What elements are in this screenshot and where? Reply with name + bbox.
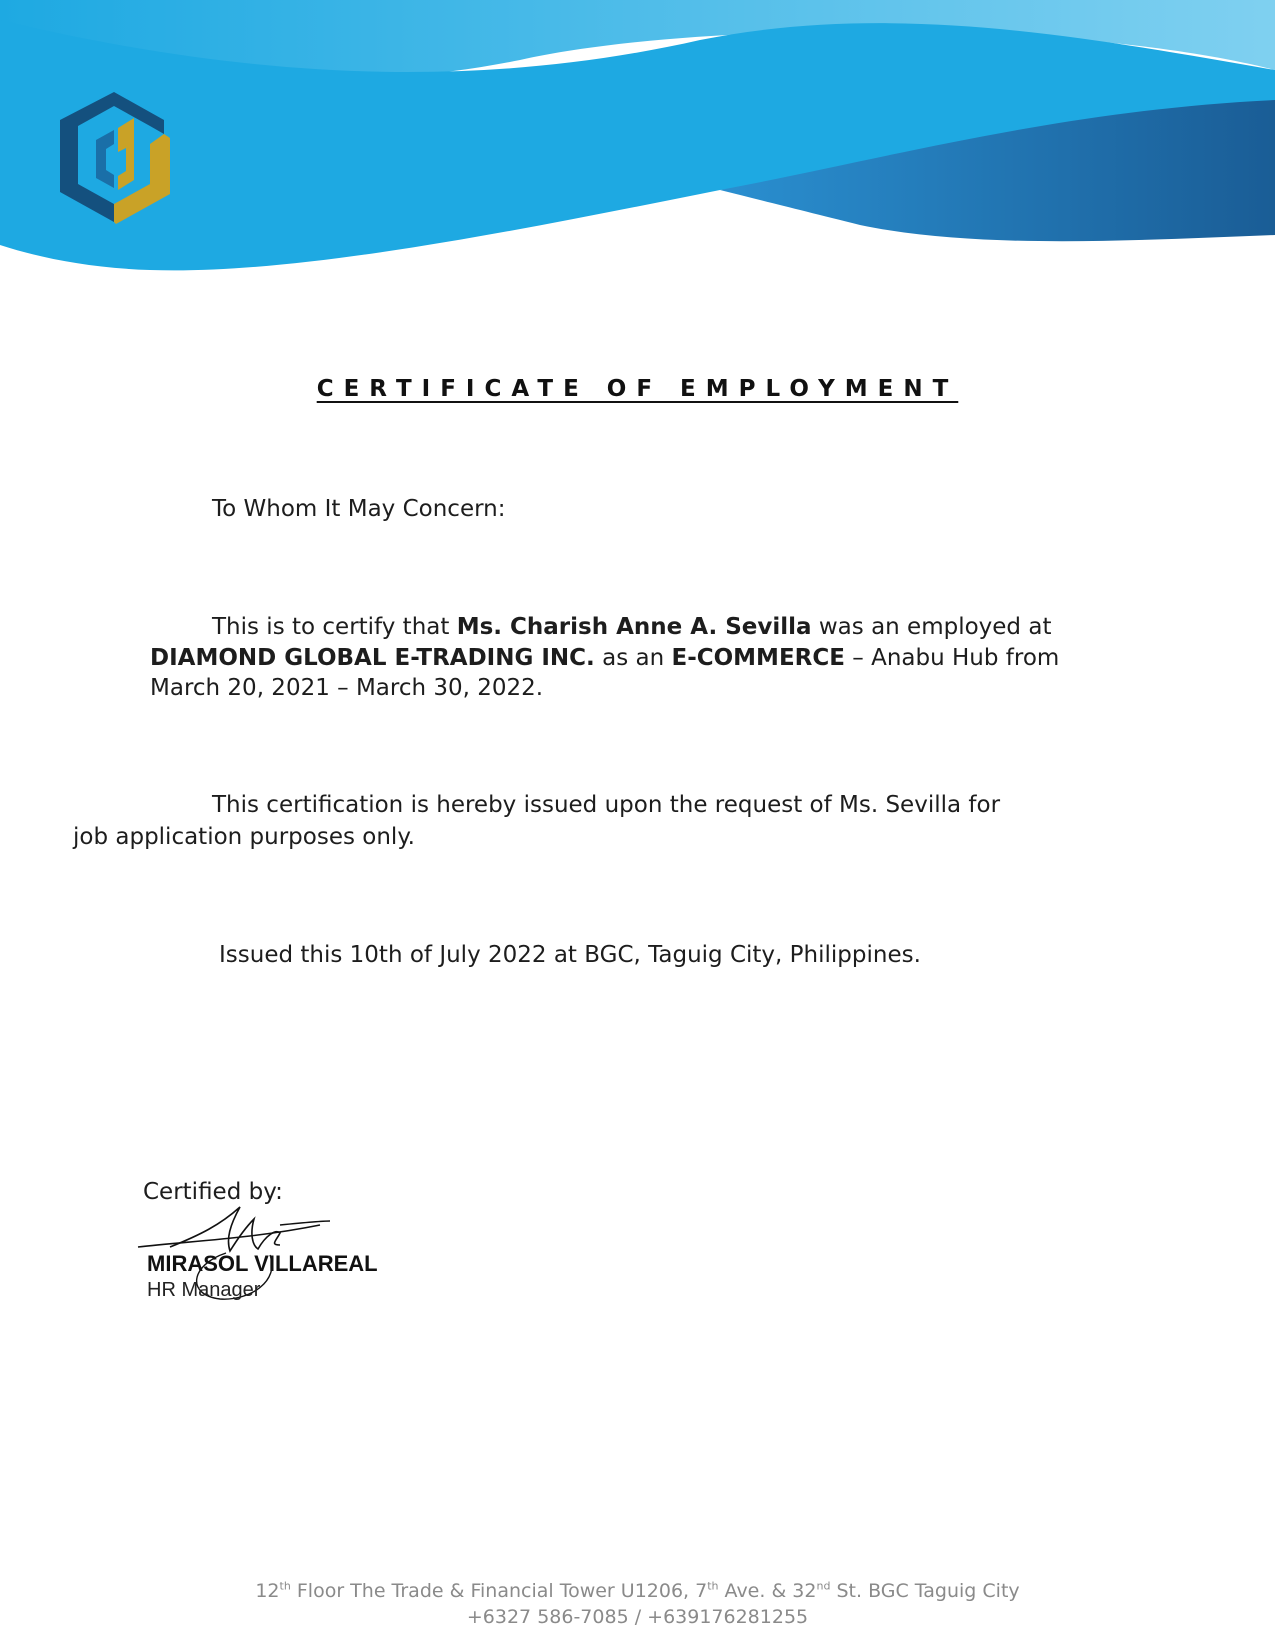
footer-phones: +6327 586-7085 / +639176281255 xyxy=(466,1606,809,1628)
as-an-text: as an xyxy=(594,645,672,671)
document-title: CERTIFICATE OF EMPLOYMENT xyxy=(316,376,959,402)
company-name: DIAMOND GLOBAL E-TRADING INC. xyxy=(150,645,595,671)
certify-middle: was an employed at xyxy=(811,614,1052,640)
position-suffix: – Anabu Hub from xyxy=(844,645,1060,671)
address-part: 12 xyxy=(255,1580,280,1602)
company-logo-icon xyxy=(52,88,176,226)
address-part: Ave. & 32 xyxy=(718,1580,817,1602)
paragraph2-line1: This certification is hereby issued upon the request of Ms. Sevilla for xyxy=(212,792,1001,818)
paragraph1-line1 xyxy=(212,612,1051,643)
header-wave-graphic xyxy=(0,0,1275,290)
certified-by-label: Certified by: xyxy=(143,1179,283,1205)
address-part: St. BGC Taguig City xyxy=(830,1580,1020,1602)
position-name: E-COMMERCE xyxy=(671,645,845,671)
footer-address xyxy=(0,1580,1275,1602)
address-sup: th xyxy=(707,1579,719,1593)
issued-statement: Issued this 10th of July 2022 at BGC, Taguig City, Philippines. xyxy=(219,942,921,968)
paragraph2-line2: job application purposes only. xyxy=(73,824,415,850)
address-sup: nd xyxy=(816,1579,831,1593)
signer-title: HR Manager xyxy=(147,1279,261,1301)
paragraph1-line2 xyxy=(150,643,1059,674)
address-sup: th xyxy=(279,1579,291,1593)
address-part: Floor The Trade & Financial Tower U1206, 7 xyxy=(290,1580,708,1602)
employment-period: March 20, 2021 – March 30, 2022. xyxy=(150,675,544,701)
employee-name: Ms. Charish Anne A. Sevilla xyxy=(456,614,812,640)
signer-name: MIRASOL VILLAREAL xyxy=(147,1251,378,1276)
certify-prefix: This is to certify that xyxy=(212,614,457,640)
salutation: To Whom It May Concern: xyxy=(212,496,506,522)
